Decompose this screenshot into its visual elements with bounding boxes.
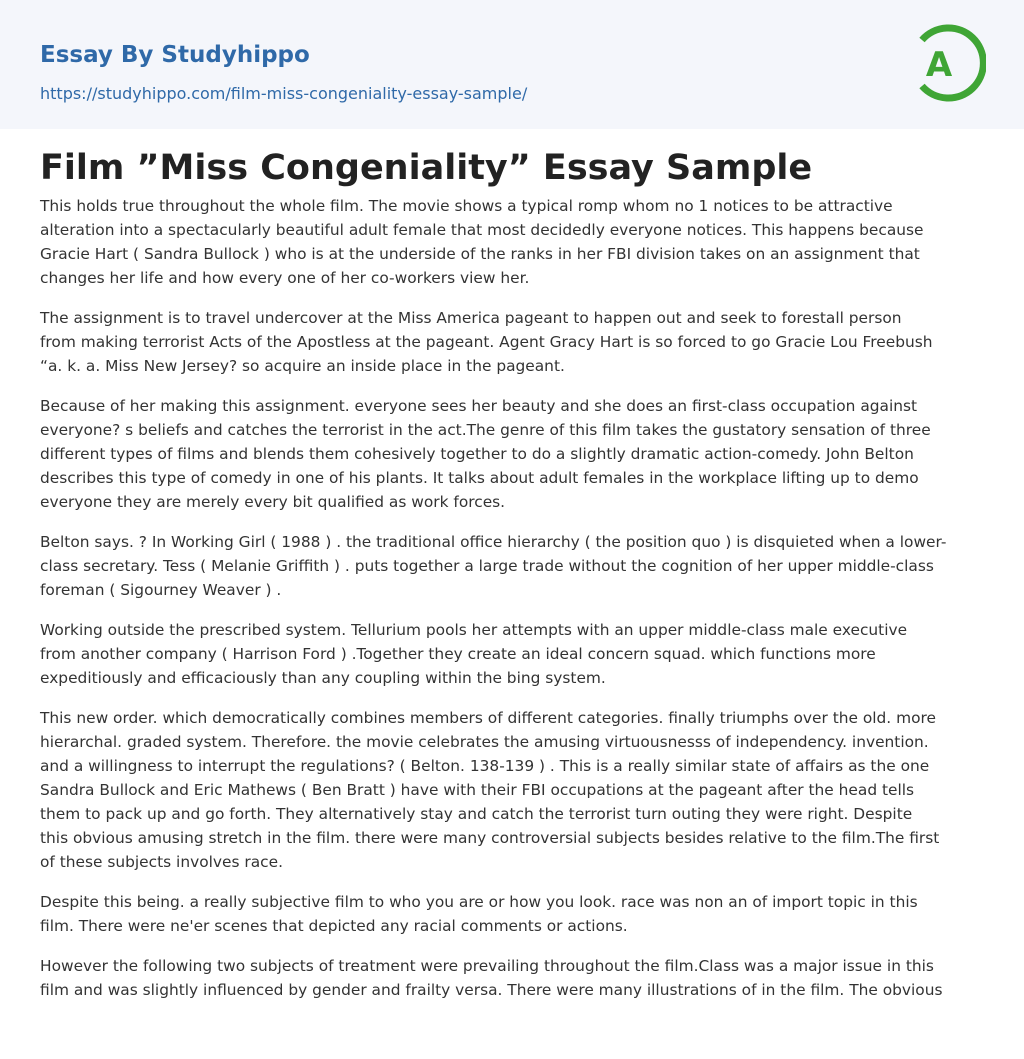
studyhippo-a-logo-icon[interactable]	[912, 20, 986, 106]
paragraph-line: everyone they are merely every bit qualified as work forces.	[40, 493, 506, 511]
paragraph-line: changes her life and how every one of her co-workers view her.	[40, 269, 530, 287]
paragraph-line: this obvious amusing stretch in the film. there were many controversial subjects besides relative to the film.The first	[40, 829, 940, 847]
article-paragraph	[40, 530, 990, 602]
article-paragraph	[40, 890, 990, 938]
article-paragraph	[40, 394, 990, 514]
paragraph-line: class secretary. Tess ( Melanie Griffith ) . puts together a large trade without the cognition of her upper middle-class	[40, 557, 934, 575]
paragraph-line: Working outside the prescribed system. Tellurium pools her attempts with an upper middle-class male executive	[40, 621, 908, 639]
paragraph-line: from making terrorist Acts of the Apostless at the pageant. Agent Gracy Hart is so forced to go Gracie Lou Freebush	[40, 333, 933, 351]
paragraph-line: different types of films and blends them cohesively together to do a slightly dramatic action-comedy. John Belton	[40, 445, 914, 463]
paragraph-line: Despite this being. a really subjective film to who you are or how you look. race was non an of import topic in this	[40, 893, 918, 911]
paragraph-line: The assignment is to travel undercover at the Miss America pageant to happen out and seek to forestall person	[40, 309, 902, 327]
paragraph-line: describes this type of comedy in one of his plants. It talks about adult females in the workplace lifting up to demo	[40, 469, 919, 487]
site-header	[0, 0, 1024, 129]
paragraph-line: Because of her making this assignment. everyone sees her beauty and she does an first-class occupation against	[40, 397, 918, 415]
article-paragraph	[40, 954, 990, 1002]
paragraph-line: hierarchal. graded system. Therefore. the movie celebrates the amusing virtuousnesss of independency. invention.	[40, 733, 929, 751]
paragraph-line: expeditiously and efficaciously than any coupling within the bing system.	[40, 669, 606, 687]
paragraph-line: “a. k. a. Miss New Jersey? so acquire an inside place in the pageant.	[40, 357, 565, 375]
logo-letter: A	[925, 45, 953, 85]
paragraph-line: This holds true throughout the whole film. The movie shows a typical romp whom no 1 notices to be attractive	[40, 197, 893, 215]
paragraph-line: Gracie Hart ( Sandra Bullock ) who is at the underside of the ranks in her FBI division takes on an assignment that	[40, 245, 920, 263]
site-brand[interactable]: Essay By Studyhippo	[40, 42, 310, 68]
article-paragraph	[40, 618, 990, 690]
paragraph-line: from another company ( Harrison Ford ) .Together they create an ideal concern squad. which functions more	[40, 645, 876, 663]
paragraph-line: film and was slightly influenced by gender and frailty versa. There were many illustrations of in the film. The obvious	[40, 981, 943, 999]
page-url-link[interactable]: https://studyhippo.com/film-miss-congeniality-essay-sample/	[40, 84, 528, 103]
paragraph-line: film. There were ne'er scenes that depicted any racial comments or actions.	[40, 917, 628, 935]
article-paragraph	[40, 306, 990, 378]
paragraph-line: and a willingness to interrupt the regulations? ( Belton. 138-139 ) . This is a really similar state of affairs as the one	[40, 757, 930, 775]
article-paragraph	[40, 194, 990, 290]
paragraph-line: foreman ( Sigourney Weaver ) .	[40, 581, 282, 599]
paragraph-line: alteration into a spectacularly beautiful adult female that most decidedly everyone notices. This happens because	[40, 221, 924, 239]
paragraph-line: Sandra Bullock and Eric Mathews ( Ben Bratt ) have with their FBI occupations at the pageant after the head tells	[40, 781, 915, 799]
article-paragraph	[40, 706, 990, 874]
paragraph-line: them to pack up and go forth. They alternatively stay and catch the terrorist turn outing they were right. Despite	[40, 805, 913, 823]
paragraph-line: everyone? s beliefs and catches the terrorist in the act.The genre of this film takes the gustatory sensation of three	[40, 421, 931, 439]
paragraph-line: This new order. which democratically combines members of different categories. finally triumphs over the old. more	[40, 709, 936, 727]
article-title: Film ”Miss Congeniality” Essay Sample	[40, 148, 813, 188]
paragraph-line: of these subjects involves race.	[40, 853, 283, 871]
paragraph-line: However the following two subjects of treatment were prevailing throughout the film.Class was a major issue in this	[40, 957, 934, 975]
article-body	[40, 194, 990, 1018]
paragraph-line: Belton says. ? In Working Girl ( 1988 ) . the traditional office hierarchy ( the position quo ) is disquieted when a lower-	[40, 533, 947, 551]
